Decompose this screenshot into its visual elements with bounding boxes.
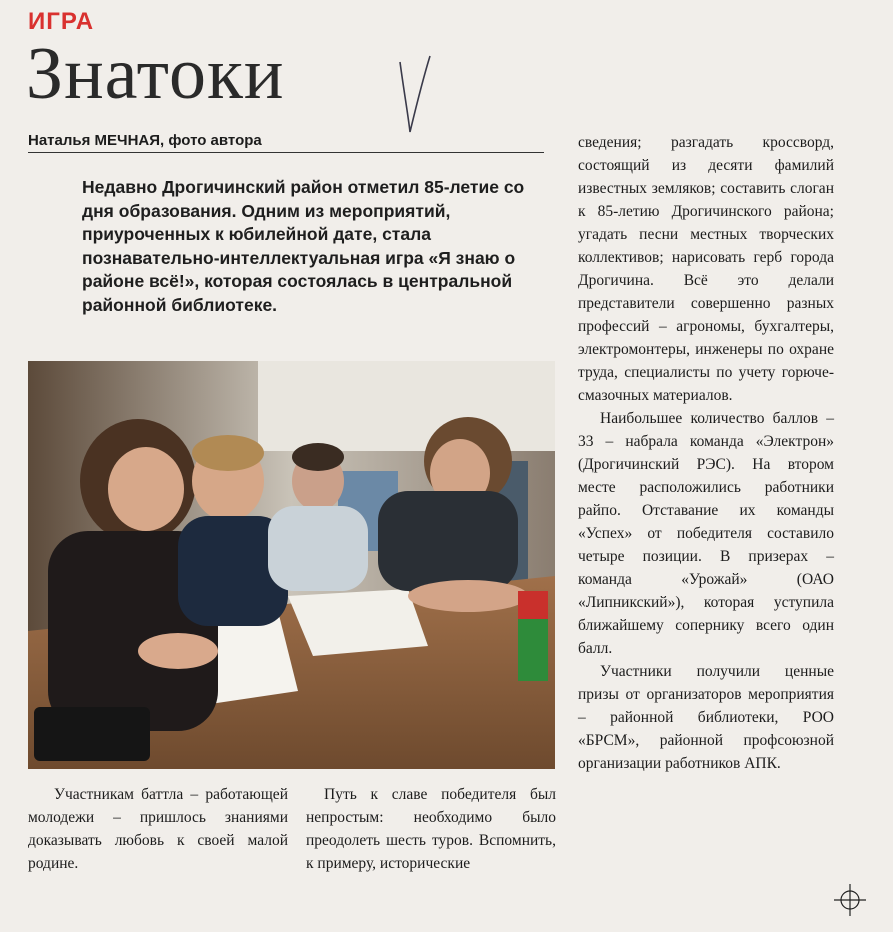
photo-of-participants-icon [28,361,555,769]
article-title: Знатоки [26,33,285,115]
rubric-label: ИГРА [28,8,95,35]
handwritten-check-mark [396,52,436,136]
byline: Наталья МЕЧНАЯ, фото автора [28,132,544,153]
registration-mark-icon [832,882,868,918]
body-column-2: Путь к славе победителя был непростым: необходимо было преодолеть шесть туров. Вспомнить, к примеру, исторические [306,786,556,872]
body-paragraph: Участники получили ценные призы от организаторов мероприятия – районной библиотеки, РОО «БРСМ», районной профсоюзной организации работников АПК. [578,663,834,772]
lead-paragraph: Недавно Дрогичинский район отметил 85-летие со дня образования. Одним из мероприятий, приуроченных к юбилейной дате, стала познавательно-интеллектуальная игра «Я знаю о районе всё!», которая состоялась в центральной районной библиотеке. [82,177,525,315]
article-photo [28,361,555,769]
body-paragraph: сведения; разгадать кроссворд, состоящий из десяти фамилий известных земляков; составить слоган к 85-летию Дрогичинского района; угадать песни местных творческих коллективов; нарисовать герб города Дрогичина. Всё это делали представители совершенно разных профессий – агрономы, бухгалтеры, электромонтеры, инженеры по охране труда, специалисты по учету горюче-смазочных материалов. [578,134,834,404]
photo-caption: Участникам баттла – работающей молодежи – пришлось знаниями доказывать любовь к своей малой родине. [28,786,288,872]
body-column-3 [578,131,834,775]
body-paragraph: Наибольшее количество баллов – 33 – набрала команда «Электрон» (Дрогичинский РЭС). На втором месте расположились работники райпо. Отставание их команды «Успех» от победителя составило четыре позиции. В призерах – команда «Урожай» (ОАО «Липникский»), которая уступила ближайшему сопернику всего один балл. [578,410,834,657]
